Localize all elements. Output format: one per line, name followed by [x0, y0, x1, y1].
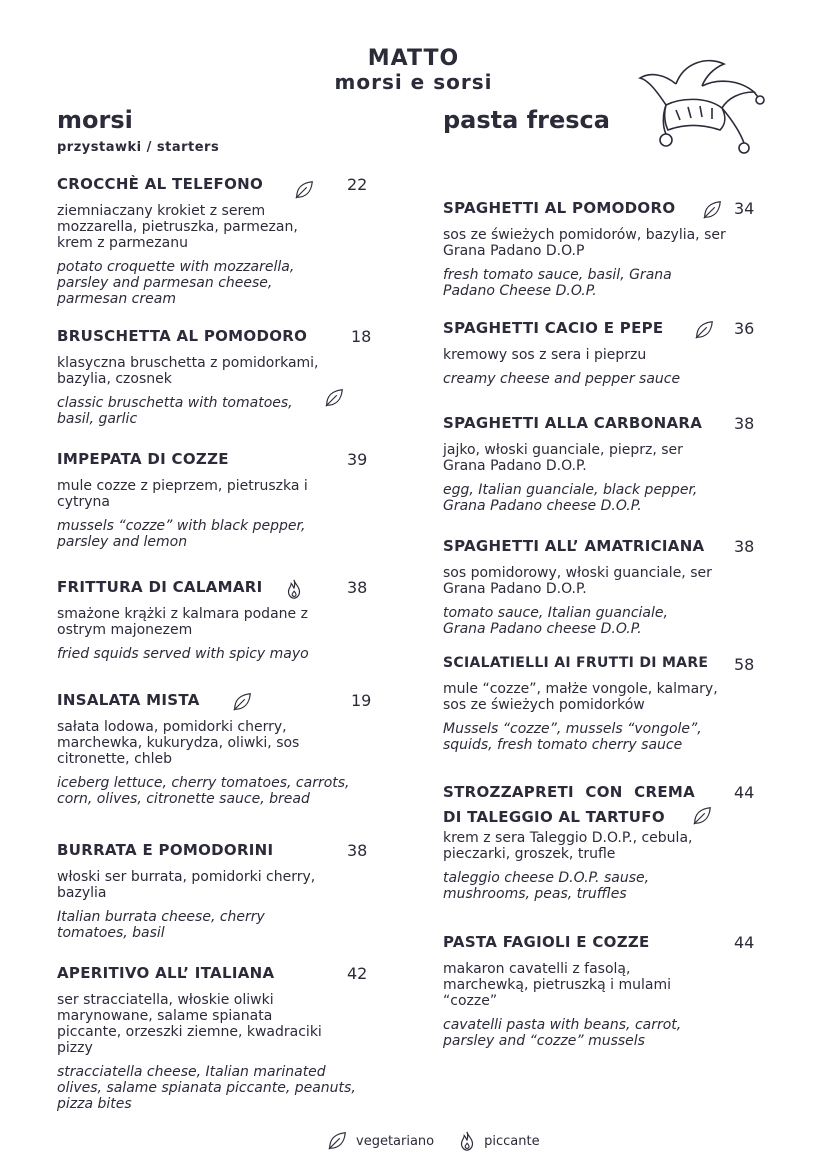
menu-item	[57, 175, 377, 307]
menu-item	[57, 450, 377, 550]
jester-hat-logo	[636, 50, 766, 160]
item-price: 39	[347, 450, 368, 469]
item-name: BRUSCHETTA AL POMODORO	[57, 327, 308, 345]
menu-item	[443, 537, 763, 637]
flame-icon	[456, 1130, 478, 1152]
item-name: INSALATA MISTA	[57, 691, 200, 709]
menu-item	[443, 783, 763, 902]
item-description-en: classic bruschetta with tomatoes, basil, garlic	[57, 395, 293, 427]
menu-item	[57, 964, 377, 1112]
item-description-pl: mule “cozze”, małże vongole, kalmary, sos ze świeżych pomidorków	[443, 681, 718, 713]
item-description-en: mussels “cozze” with black pepper, parsley and lemon	[57, 518, 306, 550]
legend-spicy-label: piccante	[484, 1133, 540, 1149]
item-name: APERITIVO ALL’ ITALIANA	[57, 964, 275, 982]
item-description-pl: smażone krążki z kalmara podane z ostrym majonezem	[57, 606, 308, 638]
item-description-en: tomato sauce, Italian guanciale, Grana Padano cheese D.O.P.	[443, 605, 668, 637]
item-description-pl: włoski ser burrata, pomidorki cherry, bazylia	[57, 869, 316, 901]
leaf-icon	[293, 179, 315, 201]
item-name: SPAGHETTI AL POMODORO	[443, 199, 676, 217]
item-description-en: creamy cheese and pepper sauce	[443, 371, 681, 387]
section-subtitle-starters: przystawki / starters	[57, 140, 220, 155]
leaf-icon	[693, 319, 715, 341]
leaf-icon	[691, 805, 713, 827]
item-description-en: Italian burrata cheese, cherry tomatoes, basil	[57, 909, 265, 941]
item-name: SPAGHETTI ALLA CARBONARA	[443, 414, 703, 432]
menu-item	[57, 327, 377, 427]
item-description-pl: sos pomidorowy, włoski guanciale, ser Grana Padano D.O.P.	[443, 565, 712, 597]
section-title-morsi: morsi	[57, 106, 133, 134]
item-description-pl: krem z sera Taleggio D.O.P., cebula, pieczarki, groszek, trufle	[443, 830, 693, 862]
leaf-icon	[701, 199, 723, 221]
menu-item	[443, 319, 763, 387]
menu-item	[57, 841, 377, 941]
item-description-en: potato croquette with mozzarella, parsley and parmesan cheese, parmesan cream	[57, 259, 295, 307]
item-description-en: Mussels “cozze”, mussels “vongole”, squids, fresh tomato cherry sauce	[443, 721, 702, 753]
item-price: 18	[351, 327, 372, 346]
item-name: SPAGHETTI ALL’ AMATRICIANA	[443, 537, 705, 555]
item-name: FRITTURA DI CALAMARI	[57, 578, 263, 596]
menu-item	[57, 691, 377, 807]
item-name: SPAGHETTI CACIO E PEPE	[443, 319, 664, 337]
item-price: 36	[734, 319, 755, 338]
item-description-en: cavatelli pasta with beans, carrot, parsley and “cozze” mussels	[443, 1017, 682, 1049]
menu-item	[57, 578, 377, 662]
menu-item	[443, 199, 763, 299]
item-price: 22	[347, 175, 368, 194]
item-description-en: fried squids served with spicy mayo	[57, 646, 309, 662]
item-price: 42	[347, 964, 368, 983]
restaurant-name: MATTO	[367, 46, 460, 71]
item-price: 38	[347, 841, 368, 860]
item-price: 34	[734, 199, 755, 218]
menu-item	[443, 414, 763, 514]
item-price: 38	[347, 578, 368, 597]
item-name: CROCCHÈ AL TELEFONO	[57, 175, 264, 193]
item-price: 58	[734, 655, 755, 674]
item-price: 38	[734, 537, 755, 556]
item-name-line2: DI TALEGGIO AL TARTUFO	[443, 808, 665, 826]
item-description-pl: makaron cavatelli z fasolą, marchewką, pietruszką i mulami “cozze”	[443, 961, 672, 1009]
legend	[326, 1130, 540, 1152]
item-description-pl: ziemniaczany krokiet z serem mozzarella, pietruszka, parmezan, krem z parmezanu	[57, 203, 298, 251]
item-description-en: egg, Italian guanciale, black pepper, Grana Padano cheese D.O.P.	[443, 482, 698, 514]
item-price: 44	[734, 783, 755, 802]
item-description-en: iceberg lettuce, cherry tomatoes, carrots, corn, olives, citronette sauce, bread	[57, 775, 350, 807]
menu-item	[443, 933, 763, 1049]
item-name: SCIALATIELLI AI FRUTTI DI MARE	[443, 655, 709, 671]
item-name: PASTA FAGIOLI E COZZE	[443, 933, 650, 951]
item-description-pl: mule cozze z pieprzem, pietruszka i cytryna	[57, 478, 308, 510]
item-name-line1: STROZZAPRETI CON CREMA	[443, 783, 696, 801]
item-description-en: stracciatella cheese, Italian marinated olives, salame spianata piccante, peanuts, pizza bites	[57, 1064, 356, 1112]
item-name: IMPEPATA DI COZZE	[57, 450, 229, 468]
item-description-pl: jajko, włoski guanciale, pieprz, ser Grana Padano D.O.P.	[443, 442, 683, 474]
leaf-icon	[323, 387, 345, 409]
menu-item	[443, 655, 763, 753]
item-description-en: fresh tomato sauce, basil, Grana Padano Cheese D.O.P.	[443, 267, 672, 299]
item-description-pl: kremowy sos z sera i pieprzu	[443, 347, 647, 363]
leaf-icon	[326, 1130, 348, 1152]
item-description-pl: sos ze świeżych pomidorów, bazylia, ser Grana Padano D.O.P	[443, 227, 726, 259]
item-description-pl: sałata lodowa, pomidorki cherry, marchewka, kukurydza, oliwki, sos citronette, chleb	[57, 719, 300, 767]
item-name: BURRATA E POMODORINI	[57, 841, 274, 859]
item-price: 44	[734, 933, 755, 952]
item-price: 38	[734, 414, 755, 433]
legend-vegetarian-label: vegetariano	[356, 1133, 435, 1149]
item-description-en: taleggio cheese D.O.P. sause, mushrooms, peas, truffles	[443, 870, 650, 902]
item-description-pl: klasyczna bruschetta z pomidorkami, bazylia, czosnek	[57, 355, 319, 387]
item-price: 19	[351, 691, 372, 710]
flame-icon	[283, 578, 305, 600]
leaf-icon	[231, 691, 253, 713]
restaurant-subtitle: morsi e sorsi	[334, 70, 493, 94]
item-description-pl: ser stracciatella, włoskie oliwki marynowane, salame spianata piccante, orzeszki ziemne, kwadraciki pizzy	[57, 992, 322, 1056]
section-title-pasta: pasta fresca	[443, 106, 610, 134]
